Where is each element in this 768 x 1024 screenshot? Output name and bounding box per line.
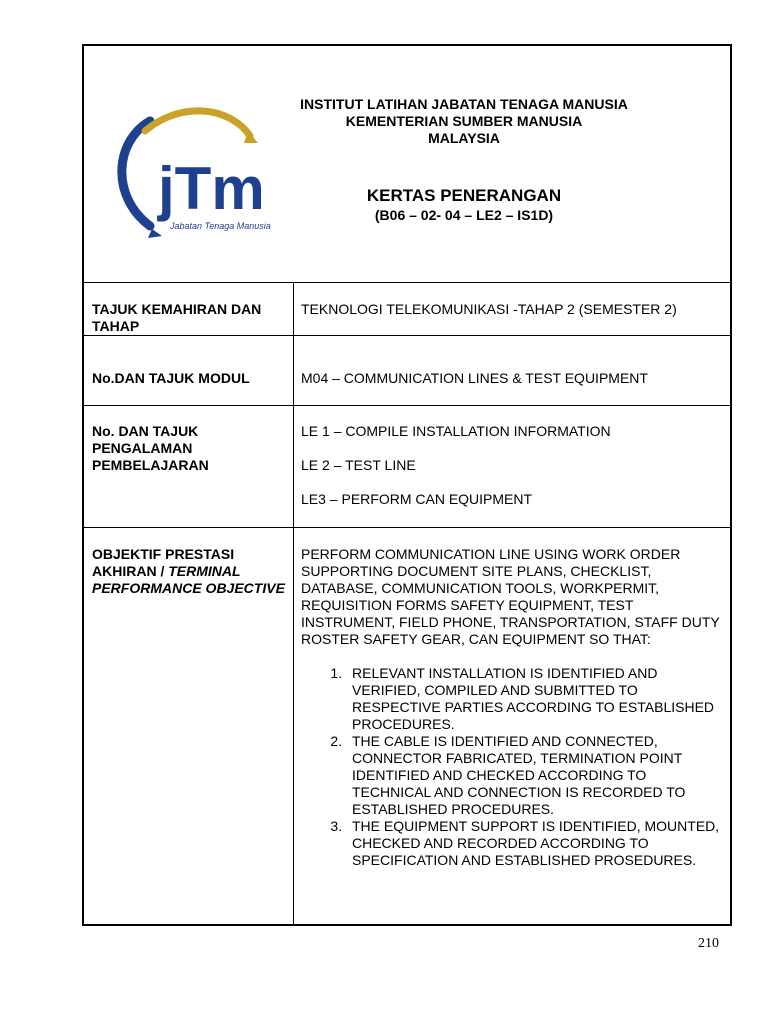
document-code: (B06 – 02- 04 – LE2 – IS1D) xyxy=(374,207,554,223)
logo-caption: Jabatan Tenaga Manusia xyxy=(170,221,271,231)
objective-item: 3. THE EQUIPMENT SUPPORT IS IDENTIFIED, MOUNTED, CHECKED AND RECORDED ACCORDING TO SPECIFICATION AND ESTABLISHED PROSEDURES. xyxy=(346,818,722,869)
learning-item: LE 2 – TEST LINE xyxy=(301,457,416,473)
objective-intro: PERFORM COMMUNICATION LINE USING WORK ORDER SUPPORTING DOCUMENT SITE PLANS, CHECKLIST, DATABASE, COMMUNICATION TOOLS, WORKPERMIT, REQUISITION FORMS SAFETY EQUIPMENT, TEST INSTRUMENT, FIELD PHONE, TRANSPORTATION, STAFF DUTY ROSTER SAFETY GEAR, CAN EQUIPMENT SO THAT: xyxy=(301,546,720,647)
skill-row xyxy=(84,283,730,336)
country-line: MALAYSIA xyxy=(428,130,500,146)
objective-label xyxy=(84,528,294,924)
logo-wordmark: jTm xyxy=(158,155,265,222)
document-title: KERTAS PENERANGAN xyxy=(366,186,562,205)
objective-label-malay: OBJEKTIF PRESTASI AKHIRAN / xyxy=(92,546,235,579)
objective-item: 1. RELEVANT INSTALLATION IS IDENTIFIED AND VERIFIED, COMPILED AND SUBMITTED TO RESPECTIVE PARTIES ACCORDING TO ESTABLISHED PROCEDURES. xyxy=(346,665,722,733)
learning-item: LE 1 – COMPILE INSTALLATION INFORMATION xyxy=(301,423,611,439)
objective-row xyxy=(84,528,730,924)
ministry-line: KEMENTERIAN SUMBER MANUSIA xyxy=(345,113,583,129)
institution-name xyxy=(294,96,634,147)
learning-row xyxy=(84,406,730,528)
module-label: No.DAN TAJUK MODUL xyxy=(84,336,294,405)
learning-list xyxy=(294,406,730,527)
objective-content xyxy=(294,528,730,924)
objective-list xyxy=(301,665,722,869)
header-cell xyxy=(84,46,730,283)
institution-line: INSTITUT LATIHAN JABATAN TENAGA MANUSIA xyxy=(300,96,628,112)
module-value: M04 – COMMUNICATION LINES & TEST EQUIPMENT xyxy=(301,370,648,386)
module-row xyxy=(84,336,730,406)
skill-value: TEKNOLOGI TELEKOMUNIKASI -TAHAP 2 (SEMESTER 2) xyxy=(301,301,677,317)
skill-label: TAJUK KEMAHIRAN DAN TAHAP xyxy=(84,283,294,335)
jtm-logo xyxy=(110,101,280,241)
learning-label: No. DAN TAJUK PENGALAMAN PEMBELAJARAN xyxy=(84,406,294,527)
objective-label-english: TERMINAL PERFORMANCE OBJECTIVE xyxy=(92,563,285,596)
document-table xyxy=(82,44,732,926)
objective-item: 2. THE CABLE IS IDENTIFIED AND CONNECTED, CONNECTOR FABRICATED, TERMINATION POINT IDENTIFIED AND CHECKED ACCORDING TO TECHNICAL AND CONNECTION IS RECORDED TO ESTABLISHED PROCEDURES. xyxy=(346,733,722,818)
learning-item: LE3 – PERFORM CAN EQUIPMENT xyxy=(301,491,533,507)
page-number: 210 xyxy=(698,936,719,951)
